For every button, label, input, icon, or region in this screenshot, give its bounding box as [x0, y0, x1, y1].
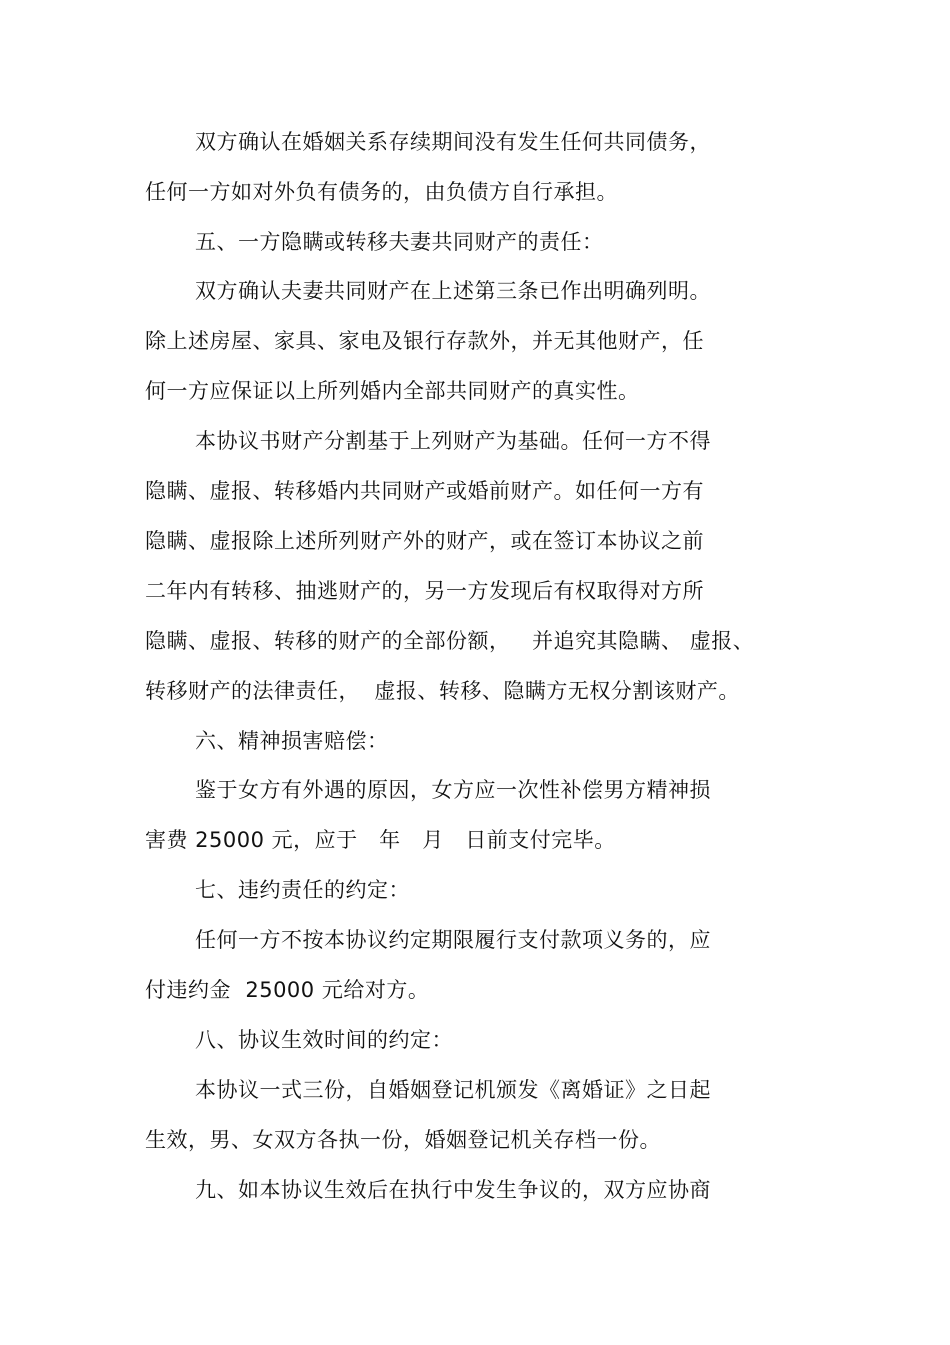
text-line: 二年内有转移、抽逃财产的，另一方发现后有权取得对方所 — [145, 579, 704, 603]
text-line: 鉴于女方有外遇的原因，女方应一次性补偿男方精神损 — [195, 778, 711, 802]
section-heading: 七、违约责任的约定： — [195, 878, 410, 902]
section-heading: 八、协议生效时间的约定： — [195, 1028, 453, 1052]
text-line: 付违约金 25000 元给对方。 — [145, 978, 430, 1002]
text-line: 生效，男、女双方各执一份，婚姻登记机关存档一份。 — [145, 1128, 661, 1152]
section-heading: 九、如本协议生效后在执行中发生争议的，双方应协商 — [195, 1178, 711, 1202]
section-heading: 六、精神损害赔偿： — [195, 729, 389, 753]
text-line: 隐瞒、虚报、转移的财产的全部份额， 并追究其隐瞒、 虚报、 — [145, 629, 755, 653]
text-line: 任何一方不按本协议约定期限履行支付款项义务的，应 — [195, 928, 711, 952]
text-line: 本协议书财产分割基于上列财产为基础。任何一方不得 — [195, 429, 711, 453]
text-line: 害费 25000 元，应于 年 月 日前支付完毕。 — [145, 828, 616, 852]
text-line: 何一方应保证以上所列婚内全部共同财产的真实性。 — [145, 379, 640, 403]
text-line: 双方确认在婚姻关系存续期间没有发生任何共同债务， — [195, 130, 711, 154]
text-line: 隐瞒、虚报除上述所列财产外的财产，或在签订本协议之前 — [145, 529, 704, 553]
text-line: 本协议一式三份，自婚姻登记机颁发《离婚证》之日起 — [195, 1078, 711, 1102]
text-line: 转移财产的法律责任， 虚报、转移、隐瞒方无权分割该财产。 — [145, 679, 740, 703]
text-line: 隐瞒、虚报、转移婚内共同财产或婚前财产。如任何一方有 — [145, 479, 704, 503]
section-heading: 五、一方隐瞒或转移夫妻共同财产的责任： — [195, 230, 604, 254]
text-line: 任何一方如对外负有债务的，由负债方自行承担。 — [145, 180, 618, 204]
text-line: 双方确认夫妻共同财产在上述第三条已作出明确列明。 — [195, 279, 711, 303]
text-line: 除上述房屋、家具、家电及银行存款外，并无其他财产，任 — [145, 329, 704, 353]
